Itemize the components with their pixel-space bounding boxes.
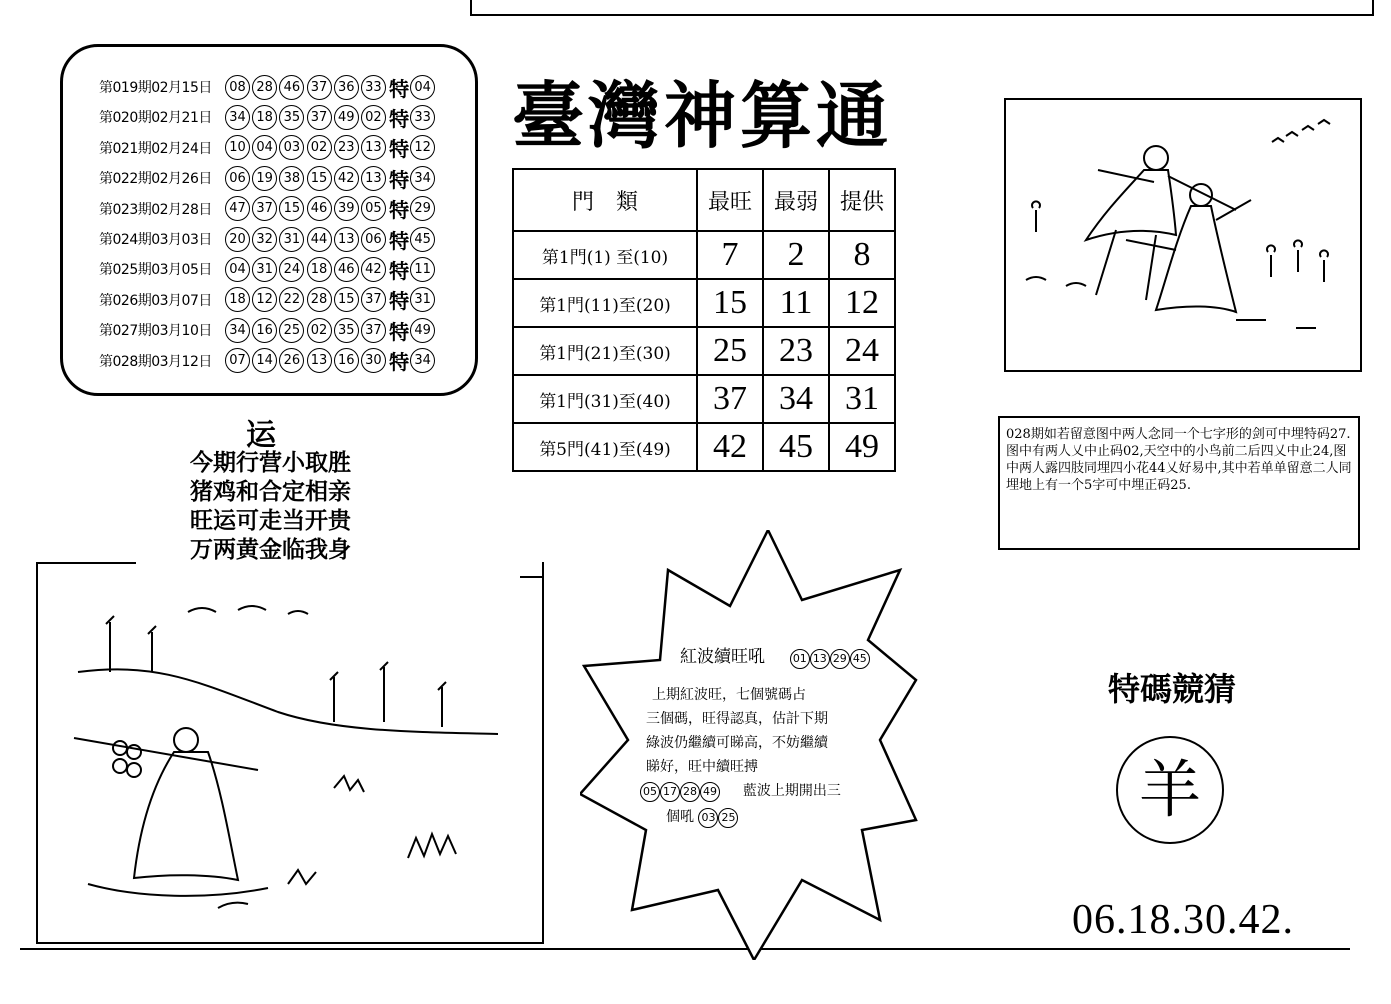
row-label: 第5門(41)至(49) xyxy=(513,423,697,471)
number-ball: 19 xyxy=(252,166,277,191)
traveler-drawing xyxy=(38,562,542,940)
star-blue-text2: 個吼 xyxy=(666,809,694,825)
table-row xyxy=(513,327,895,375)
number-ball: 04 xyxy=(225,257,250,282)
number-ball: 24 xyxy=(279,257,304,282)
number-ball: 39 xyxy=(334,196,359,221)
number-ball: 13 xyxy=(810,649,830,669)
number-ball: 37 xyxy=(361,287,386,312)
table-row xyxy=(513,375,895,423)
number-ball: 25 xyxy=(279,318,304,343)
row-label: 第1門(1) 至(10) xyxy=(513,231,697,279)
number-ball: 34 xyxy=(225,318,250,343)
period-label: 第024期03月03日 xyxy=(99,232,212,248)
poem xyxy=(190,448,351,564)
history-row xyxy=(99,256,437,282)
number-ball: 38 xyxy=(279,166,304,191)
special-ball: 34 xyxy=(410,348,435,373)
number-ball: 12 xyxy=(252,287,277,312)
period-label: 第028期03月12日 xyxy=(99,353,212,370)
number-ball: 37 xyxy=(307,75,332,100)
history-row xyxy=(99,196,437,222)
history-row xyxy=(99,74,437,100)
number-ball: 15 xyxy=(307,166,332,191)
cell-hot: 42 xyxy=(697,423,763,471)
history-row xyxy=(99,348,437,374)
star-line: 上期紅波旺，七個號碼占 xyxy=(652,687,806,703)
star-last-row xyxy=(666,806,738,828)
page-title: 臺灣神算通 xyxy=(512,73,893,158)
number-ball: 05 xyxy=(640,782,660,802)
number-ball: 33 xyxy=(361,75,386,100)
number-ball: 35 xyxy=(334,318,359,343)
number-ball: 15 xyxy=(334,287,359,312)
table-header: 最旺 xyxy=(697,169,763,231)
period-label: 第025期03月05日 xyxy=(99,262,212,279)
poem-line: 今期行营小取胜 xyxy=(190,449,351,476)
history-row xyxy=(99,317,437,343)
guess-title: 特碼競猜 xyxy=(1108,670,1237,708)
table-header: 門 類 xyxy=(513,169,697,231)
number-ball: 04 xyxy=(252,135,277,160)
row-label: 第1門(21)至(30) xyxy=(513,327,697,375)
number-ball: 18 xyxy=(252,105,277,130)
cell-hot: 37 xyxy=(697,375,763,423)
number-ball: 22 xyxy=(279,287,304,312)
special-ball: 29 xyxy=(410,196,435,221)
number-ball: 30 xyxy=(361,348,386,373)
special-label: 特 xyxy=(389,76,410,101)
period-label: 第022期02月26日 xyxy=(99,171,212,188)
number-ball: 46 xyxy=(334,257,359,282)
table-row xyxy=(513,423,895,471)
number-ball: 45 xyxy=(850,649,870,669)
number-ball: 16 xyxy=(252,318,277,343)
table-header: 最弱 xyxy=(763,169,829,231)
number-ball: 18 xyxy=(307,257,332,282)
number-ball: 05 xyxy=(361,196,386,221)
star-blue-text: 藍波上期開出三 xyxy=(742,783,841,799)
number-ball: 23 xyxy=(334,135,359,160)
history-row xyxy=(99,287,437,313)
number-ball: 36 xyxy=(334,75,359,100)
number-ball: 25 xyxy=(718,808,738,828)
special-label: 特 xyxy=(389,350,410,375)
number-ball: 07 xyxy=(225,348,250,373)
hint-note: 028期如若留意图中两人念同一个七字形的剑可中埋特码27.图中有两人乂中止码02,天空中的小鸟前二后四乂中止24,图中两人露四肢同埋四小花44乂好易中,其中若单单留意二人同埋地上有一个5字可中埋正码25. xyxy=(998,416,1360,550)
number-ball: 26 xyxy=(279,348,304,373)
table-header: 提供 xyxy=(829,169,895,231)
special-ball: 45 xyxy=(410,227,435,252)
row-label: 第1門(11)至(20) xyxy=(513,279,697,327)
number-ball: 01 xyxy=(790,649,810,669)
special-label: 特 xyxy=(389,228,410,253)
number-ball: 17 xyxy=(660,782,680,802)
row-label: 第1門(31)至(40) xyxy=(513,375,697,423)
special-label: 特 xyxy=(389,289,410,314)
guess-numbers: 06.18.30.42. xyxy=(1072,897,1294,943)
number-ball: 49 xyxy=(334,105,359,130)
special-ball: 34 xyxy=(410,166,435,191)
special-label: 特 xyxy=(389,137,410,162)
number-ball: 03 xyxy=(698,808,718,828)
cell-cold: 23 xyxy=(763,327,829,375)
illustration-traveler xyxy=(36,562,544,944)
cell-provide: 12 xyxy=(829,279,895,327)
special-label: 特 xyxy=(389,167,410,192)
number-ball: 37 xyxy=(361,318,386,343)
special-ball: 11 xyxy=(410,257,435,282)
poem-title: 运 xyxy=(246,418,276,453)
number-ball: 13 xyxy=(361,135,386,160)
table-row xyxy=(513,231,895,279)
number-ball: 13 xyxy=(334,227,359,252)
illustration-swordsmen xyxy=(1004,98,1362,372)
number-ball: 28 xyxy=(307,287,332,312)
special-ball: 12 xyxy=(410,135,435,160)
poem-line: 旺运可走当开贵 xyxy=(190,507,351,534)
cell-cold: 2 xyxy=(763,231,829,279)
number-ball: 15 xyxy=(279,196,304,221)
cell-hot: 15 xyxy=(697,279,763,327)
red-wave-star xyxy=(580,530,920,960)
number-ball: 31 xyxy=(279,227,304,252)
number-ball: 37 xyxy=(252,196,277,221)
range-table xyxy=(512,168,896,472)
number-ball: 14 xyxy=(252,348,277,373)
special-ball: 04 xyxy=(410,75,435,100)
star-heading xyxy=(680,642,870,669)
special-label: 特 xyxy=(389,258,410,283)
period-label: 第019期02月15日 xyxy=(99,80,212,96)
swordsmen-drawing xyxy=(1006,100,1360,370)
cell-cold: 34 xyxy=(763,375,829,423)
number-ball: 32 xyxy=(252,227,277,252)
special-ball: 49 xyxy=(410,318,435,343)
zodiac-circle: 羊 xyxy=(1116,736,1224,844)
period-label: 第027期03月10日 xyxy=(99,323,212,340)
cell-provide: 24 xyxy=(829,327,895,375)
star-line: 睇好，旺中續旺搏 xyxy=(646,759,758,775)
number-ball: 46 xyxy=(279,75,304,100)
number-ball: 34 xyxy=(225,105,250,130)
number-ball: 28 xyxy=(680,782,700,802)
cell-hot: 7 xyxy=(697,231,763,279)
period-label: 第023期02月28日 xyxy=(99,201,212,218)
number-ball: 28 xyxy=(252,75,277,100)
star-heading-text: 紅波續旺吼 xyxy=(680,647,765,667)
number-ball: 20 xyxy=(225,227,250,252)
poem-line: 万两黄金临我身 xyxy=(190,536,351,563)
number-ball: 02 xyxy=(361,105,386,130)
number-ball: 02 xyxy=(307,135,332,160)
cell-cold: 11 xyxy=(763,279,829,327)
number-ball: 35 xyxy=(279,105,304,130)
number-ball: 13 xyxy=(361,166,386,191)
number-ball: 42 xyxy=(361,257,386,282)
number-ball: 42 xyxy=(334,166,359,191)
special-label: 特 xyxy=(389,319,410,344)
history-row xyxy=(99,226,437,252)
special-label: 特 xyxy=(389,106,410,131)
history-row xyxy=(99,165,437,191)
number-ball: 29 xyxy=(830,649,850,669)
cell-cold: 45 xyxy=(763,423,829,471)
number-ball: 02 xyxy=(307,318,332,343)
number-ball: 49 xyxy=(700,782,720,802)
number-ball: 10 xyxy=(225,135,250,160)
cell-provide: 31 xyxy=(829,375,895,423)
number-ball: 06 xyxy=(225,166,250,191)
special-label: 特 xyxy=(389,198,410,223)
period-label: 第020期02月21日 xyxy=(99,110,212,127)
history-row xyxy=(99,135,437,161)
star-line: 綠波仍繼續可睇高，不妨繼續 xyxy=(646,735,828,751)
number-ball: 31 xyxy=(252,257,277,282)
number-ball: 46 xyxy=(307,196,332,221)
special-ball: 33 xyxy=(410,105,435,130)
cell-hot: 25 xyxy=(697,327,763,375)
star-blue-row xyxy=(640,780,841,802)
number-ball: 16 xyxy=(334,348,359,373)
number-ball: 06 xyxy=(361,227,386,252)
period-label: 第021期02月24日 xyxy=(99,140,212,157)
period-label: 第026期03月07日 xyxy=(99,292,212,309)
number-ball: 03 xyxy=(279,135,304,160)
number-ball: 18 xyxy=(225,287,250,312)
number-ball: 13 xyxy=(307,348,332,373)
number-ball: 37 xyxy=(307,105,332,130)
star-line: 三個碼，旺得認真，估計下期 xyxy=(646,711,828,727)
table-row xyxy=(513,279,895,327)
number-ball: 08 xyxy=(225,75,250,100)
cell-provide: 49 xyxy=(829,423,895,471)
poem-line: 猪鸡和合定相亲 xyxy=(190,478,351,505)
special-ball: 31 xyxy=(410,287,435,312)
number-ball: 47 xyxy=(225,196,250,221)
number-ball: 44 xyxy=(307,227,332,252)
cell-provide: 8 xyxy=(829,231,895,279)
history-panel xyxy=(60,44,478,396)
history-row xyxy=(99,104,437,130)
top-frame xyxy=(470,0,1374,16)
